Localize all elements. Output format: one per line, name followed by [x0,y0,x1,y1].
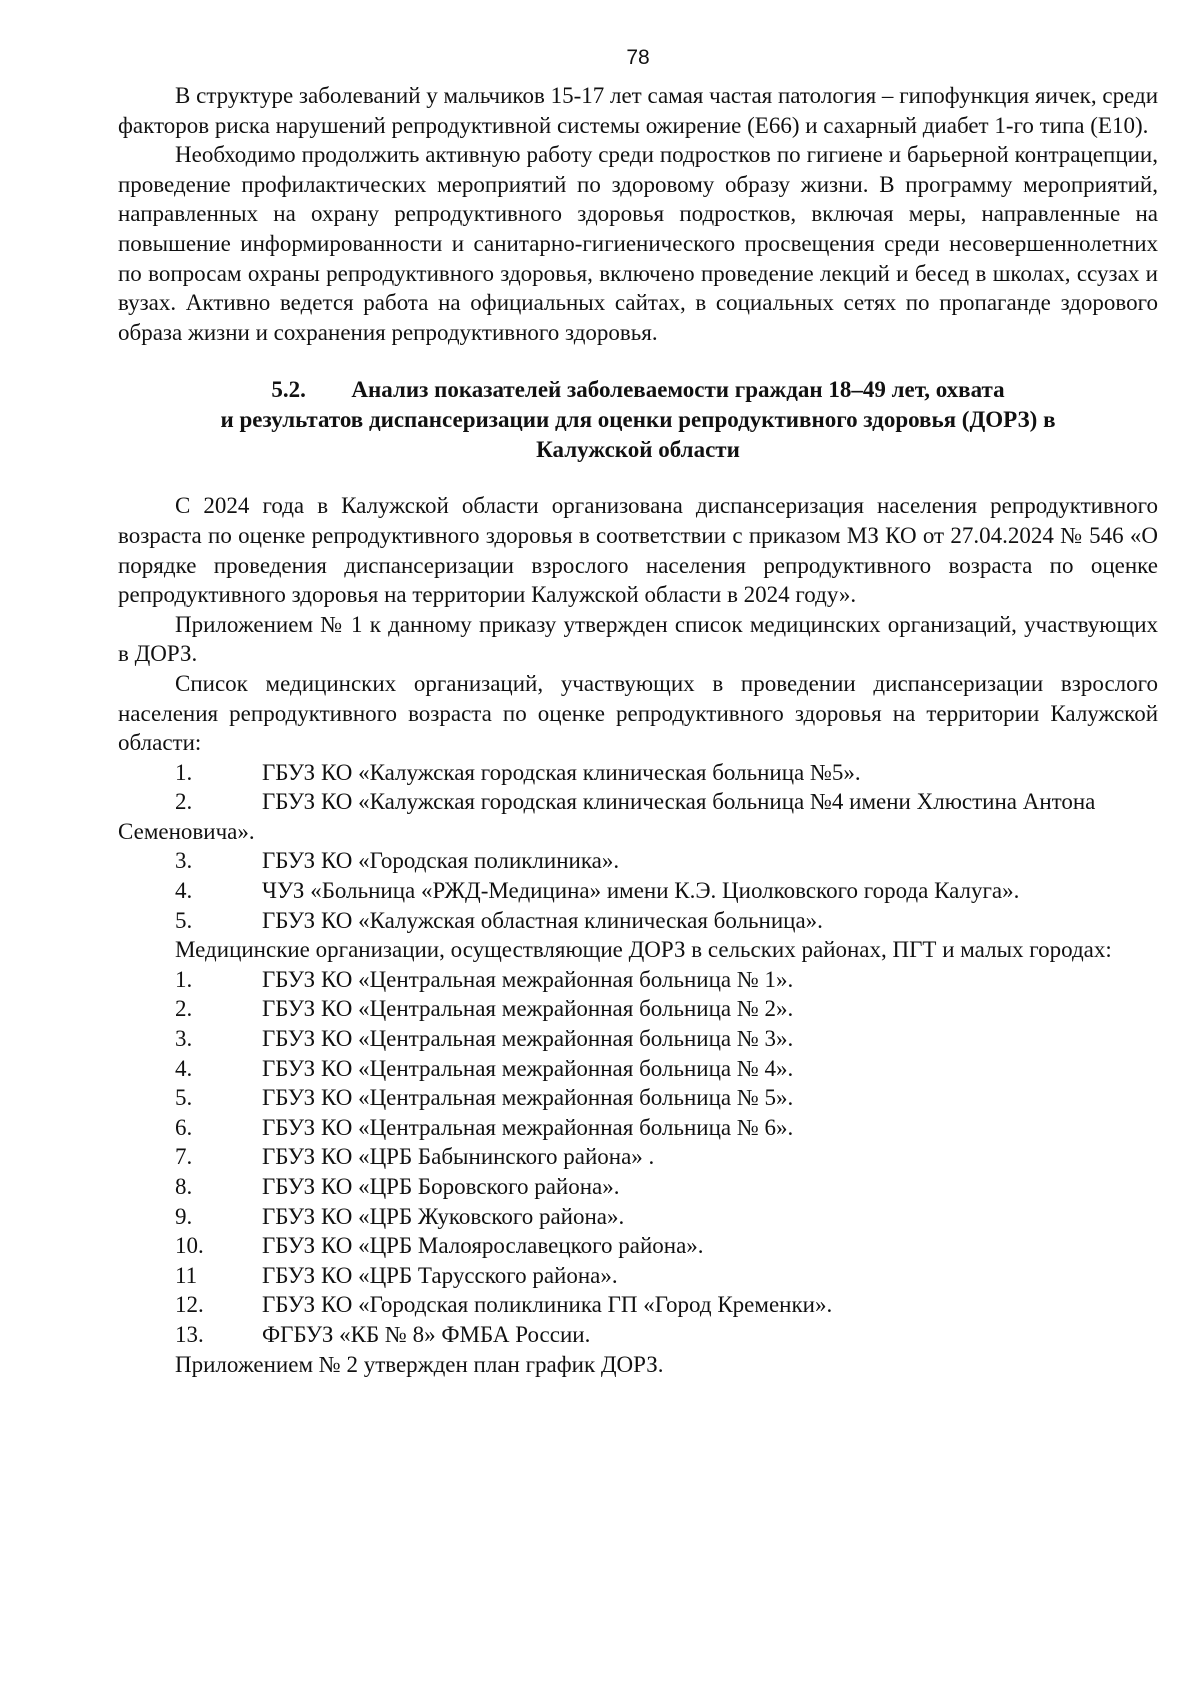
list-item-number: 8. [175,1174,193,1199]
list-item [118,1142,1158,1172]
list-item [118,994,1158,1024]
paragraph: С 2024 года в Калужской области организована диспансеризация населения репродуктивного возраста по оценке репродуктивного здоровья в соответствии с приказом МЗ КО от 27.04.2024 № 546 «О порядке проведения диспансеризации взрослого населения репродуктивного возраста по оценке репродуктивного здоровья на территории Калужской области в 2024 году». [118,493,1158,608]
list-item-text: ГБУЗ КО «ЦРБ Тарусского района». [262,1262,618,1288]
list-item [118,965,1158,995]
list-item [118,1024,1158,1054]
list-item-text: ГБУЗ КО «ЦРБ Жуковского района». [262,1203,625,1229]
list-item-text: ФГБУЗ «КБ № 8» ФМБА России. [262,1321,591,1347]
list-item-text: ГБУЗ КО «Центральная межрайонная больница № 4». [262,1055,794,1081]
document-page [118,44,1158,1379]
list-item [118,1054,1158,1084]
list-item-text: ГБУЗ КО «Центральная межрайонная больница № 1». [262,966,794,992]
list-item-text: ГБУЗ КО «Калужская областная клиническая больница». [262,907,823,933]
list-item-number: 3. [175,1026,193,1052]
list-item-number: 9. [175,1203,193,1229]
list-item-text: ГБУЗ КО «Городская поликлиника». [262,848,620,874]
list-item [118,1290,1158,1320]
list-item [118,1202,1158,1232]
list-item [118,1172,1158,1202]
list-item [118,1261,1158,1291]
list-item-number: 5. [175,907,193,933]
list-item [118,787,1158,846]
list-item-number: 3. [175,848,193,874]
list-item-number: 1. [175,759,193,785]
section-number: 5.2. [271,377,306,403]
page-number: 78 [626,46,650,69]
list-item-text: ГБУЗ КО «ЦРБ Малоярославецкого района». [262,1233,704,1259]
list-item-text: ГБУЗ КО «Городская поликлиника ГП «Город Кременки». [262,1292,833,1318]
list-item [118,1320,1158,1350]
paragraph: В структуре заболеваний у мальчиков 15-17 лет самая частая патология – гипофункция яичек, среди факторов риска нарушений репродуктивной системы ожирение (Е66) и сахарный диабет 1-го типа (Е10). [118,83,1158,138]
organizations-list-city [118,758,1158,936]
paragraph: Приложением № 2 утвержден план график ДОРЗ. [175,1351,664,1377]
list-item-text: ГБУЗ КО «Центральная межрайонная больница № 5». [262,1085,794,1111]
section-title-line-1: Анализ показателей заболеваемости граждан 18–49 лет, охвата [351,377,1005,403]
paragraph: Необходимо продолжить активную работу среди подростков по гигиене и барьерной контрацепции, проведение профилактических мероприятий по здоровому образу жизни. В программу мероприятий, направленных на охрану репродуктивного здоровья подростков, включая меры, направленные на повышение информированности и санитарно-гигиенического просвещения среди несовершеннолетних по вопросам охраны репродуктивного здоровья, включено проведение лекций и бесед в школах, ссузах и вузах. Активно ведется работа на официальных сайтах, в социальных сетях по пропаганде здорового образа жизни и сохранения репродуктивного здоровья. [118,142,1158,345]
list-item [118,1231,1158,1261]
section-title-line-3: Калужской области [536,437,740,463]
list-item-number: 11 [175,1262,198,1288]
section-heading [118,375,1158,465]
list-item-number: 2. [175,789,193,815]
list-item-text: ГБУЗ КО «Калужская городская клиническая больница №5». [262,759,861,785]
list-item-number: 7. [175,1144,193,1170]
list-item-number: 4. [175,878,193,904]
section-title-line-2: и результатов диспансеризации для оценки репродуктивного здоровья (ДОРЗ) в [220,407,1056,433]
organizations-list-rural [118,965,1158,1350]
list-item-number: 1. [175,966,193,992]
list-item-text: ГБУЗ КО «Центральная межрайонная больница № 3». [262,1026,794,1052]
list-item-number: 5. [175,1085,193,1111]
list-item [118,906,1158,936]
paragraph: Список медицинских организаций, участвующих в проведении диспансеризации взрослого населения репродуктивного возраста по оценке репродуктивного здоровья на территории Калужской области: [118,670,1158,756]
list-item-number: 12. [175,1292,204,1318]
list-item [118,758,1158,788]
list-item-number: 4. [175,1055,193,1081]
list-item-number: 2. [175,996,193,1022]
list-item [118,1083,1158,1113]
list-item-text: ГБУЗ КО «Центральная межрайонная больница № 6». [262,1114,794,1140]
list-item [118,876,1158,906]
list-item-number: 13. [175,1321,204,1347]
paragraph: Приложением № 1 к данному приказу утвержден список медицинских организаций, участвующих в ДОРЗ. [118,611,1158,667]
list-item [118,846,1158,876]
list-item [118,1113,1158,1143]
list-item-text: ЧУЗ «Больница «РЖД-Медицина» имени К.Э. Циолковского города Калуга». [262,878,1020,904]
list-item-text: ГБУЗ КО «ЦРБ Боровского района». [262,1174,620,1199]
paragraph: Медицинские организации, осуществляющие ДОРЗ в сельских районах, ПГТ и малых городах: [175,937,1112,963]
list-item-number: 6. [175,1114,193,1140]
list-item-number: 10. [175,1233,204,1259]
list-item-text: ГБУЗ КО «ЦРБ Бабынинского района» . [262,1144,655,1170]
list-item-text: ГБУЗ КО «Калужская городская клиническая больница №4 имени Хлюстина Антона Семеновича». [118,789,1096,844]
list-item-text: ГБУЗ КО «Центральная межрайонная больница № 2». [262,996,794,1022]
